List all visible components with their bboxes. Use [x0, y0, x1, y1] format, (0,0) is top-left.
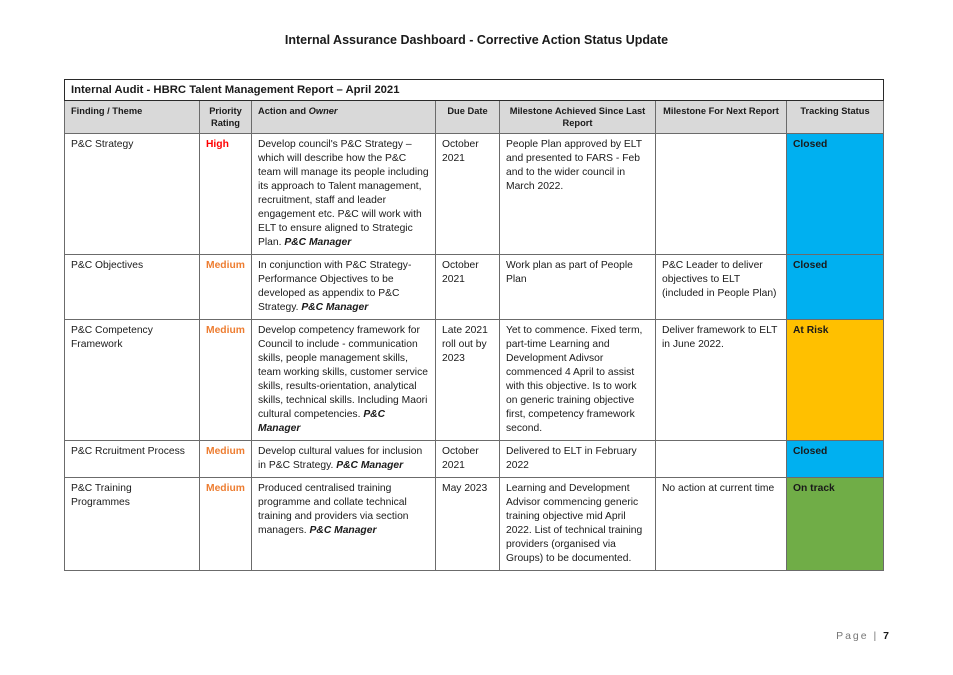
- status-badge: At Risk: [787, 320, 884, 441]
- status-badge: Closed: [787, 134, 884, 255]
- page-number: 7: [883, 630, 889, 642]
- table-row: [65, 255, 884, 320]
- milestone-next-cell: [656, 134, 787, 255]
- due-date-cell: October 2021: [436, 255, 500, 320]
- priority-cell: Medium: [200, 478, 252, 571]
- table-row: [65, 478, 884, 571]
- page-title: Internal Assurance Dashboard - Corrective Action Status Update: [284, 33, 669, 47]
- milestone-next-cell: No action at current time: [656, 478, 787, 571]
- table-caption: Internal Audit - HBRC Talent Management Report – April 2021: [65, 80, 884, 101]
- due-date-cell: Late 2021 roll out by 2023: [436, 320, 500, 441]
- status-badge: Closed: [787, 441, 884, 478]
- table-header-row: [65, 101, 884, 134]
- milestone-achieved-cell: Yet to commence. Fixed term, part-time Learning and Development Adivsor commenced 4 April to assist with this objective. Is to work on generic training objective first, competency framework second.: [500, 320, 656, 441]
- table-row: [65, 134, 884, 255]
- due-date-cell: May 2023: [436, 478, 500, 571]
- action-cell: [252, 441, 436, 478]
- action-owner: P&C Manager: [284, 237, 352, 248]
- action-text: Develop competency framework for Council to include - communication skills, people management skills, team working skills, customer service skills, results-orientation, analytical skills, technical skills. Including Maori cultural competencies.: [258, 325, 428, 420]
- page-footer: Page | 7: [836, 630, 889, 642]
- milestone-next-cell: [656, 441, 787, 478]
- priority-cell: Medium: [200, 320, 252, 441]
- finding-cell: P&C Competency Framework: [65, 320, 200, 441]
- action-cell: [252, 255, 436, 320]
- action-owner: P&C Manager: [336, 460, 404, 471]
- action-cell: [252, 320, 436, 441]
- action-owner: P&C Manager: [309, 525, 377, 536]
- header-owner-label: Owner: [308, 106, 338, 116]
- finding-cell: P&C Training Programmes: [65, 478, 200, 571]
- action-text: Develop council's P&C Strategy – which will describe how the P&C team will manage its people including its approach to Talent management, recruitment, staff and leader engagement etc. P&C will work with ELT to ensure aligned to Strategic Plan.: [258, 139, 429, 248]
- priority-cell: Medium: [200, 255, 252, 320]
- header-due-date: Due Date: [436, 101, 500, 134]
- action-owner: P&C Manager: [258, 409, 386, 434]
- milestone-next-cell: P&C Leader to deliver objectives to ELT (included in People Plan): [656, 255, 787, 320]
- header-milestone-achieved: Milestone Achieved Since Last Report: [500, 101, 656, 134]
- milestone-achieved-cell: Learning and Development Advisor commencing generic training objective mid April 2022. List of technical training providers (organised via Groups) to be documented.: [500, 478, 656, 571]
- header-action: [252, 101, 436, 134]
- action-status-table: [64, 79, 884, 571]
- header-priority: Priority Rating: [200, 101, 252, 134]
- milestone-achieved-cell: People Plan approved by ELT and presented to FARS - Feb and to the wider council in March 2022.: [500, 134, 656, 255]
- milestone-achieved-cell: Delivered to ELT in February 2022: [500, 441, 656, 478]
- action-text: Develop cultural values for inclusion in P&C Strategy.: [258, 446, 423, 471]
- header-action-label: Action and: [258, 106, 309, 116]
- action-cell: [252, 478, 436, 571]
- finding-cell: P&C Objectives: [65, 255, 200, 320]
- milestone-next-cell: Deliver framework to ELT in June 2022.: [656, 320, 787, 441]
- finding-cell: P&C Strategy: [65, 134, 200, 255]
- action-cell: [252, 134, 436, 255]
- action-text: In conjunction with P&C Strategy- Performance Objectives to be developed as appendix to P&C Strategy.: [258, 260, 412, 313]
- header-milestone-next: Milestone For Next Report: [656, 101, 787, 134]
- status-badge: On track: [787, 478, 884, 571]
- action-owner: P&C Manager: [301, 302, 369, 313]
- milestone-achieved-cell: Work plan as part of People Plan: [500, 255, 656, 320]
- priority-cell: High: [200, 134, 252, 255]
- priority-cell: Medium: [200, 441, 252, 478]
- page-label: Page: [836, 630, 869, 642]
- header-tracking-status: Tracking Status: [787, 101, 884, 134]
- header-finding: Finding / Theme: [65, 101, 200, 134]
- action-text: Produced centralised training programme and collate technical training and providers via section managers.: [258, 483, 409, 536]
- due-date-cell: October 2021: [436, 441, 500, 478]
- finding-cell: P&C Rcruitment Process: [65, 441, 200, 478]
- status-badge: Closed: [787, 255, 884, 320]
- table-row: [65, 320, 884, 441]
- due-date-cell: October 2021: [436, 134, 500, 255]
- table-row: [65, 441, 884, 478]
